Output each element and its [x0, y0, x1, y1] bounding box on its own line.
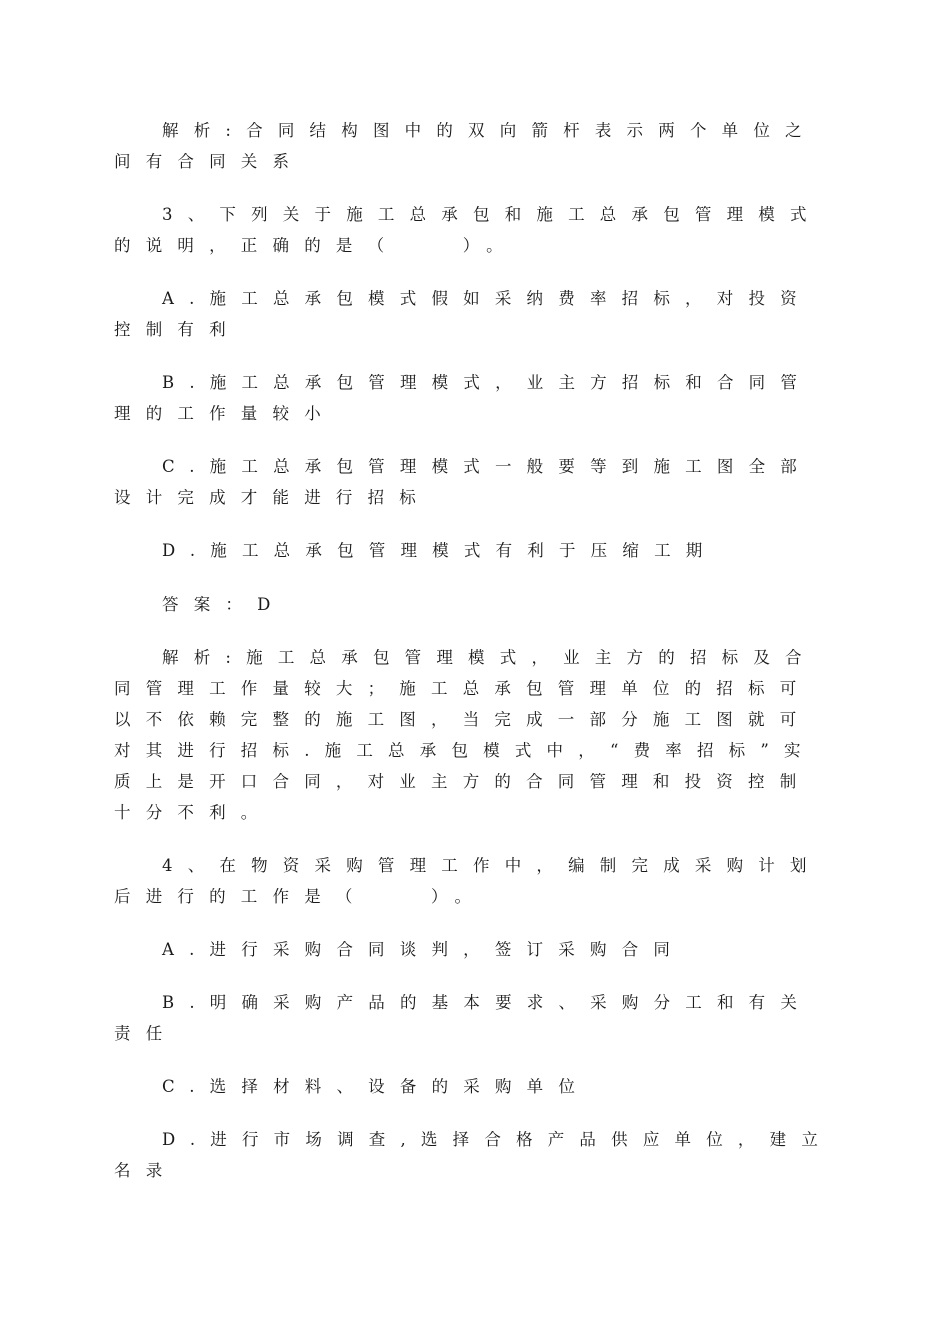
question-4-option-b: B.明确采购产品的基本要求、采购分工和有关责任 — [114, 993, 813, 1043]
question-3-option-c: C.施工总承包管理模式一般要等到施工图全部设计完成才能进行招标 — [114, 457, 812, 507]
question-4-option-a: A.进行采购合同谈判，签订采购合同 — [162, 940, 686, 959]
answer-line: 答案：D — [162, 595, 286, 614]
question-4: 4、在物资采购管理工作中，编制完成采购计划后进行的工作是（ ）。 — [114, 856, 822, 906]
question-3-option-b: B.施工总承包管理模式，业主方招标和合同管理的工作量较小 — [114, 373, 813, 423]
analysis-paragraph-1: 解析:合同结构图中的双向箭杆表示两个单位之间有合同关系 — [114, 121, 817, 171]
question-4-option-d: D.进行市场调查,选择合格产品供应单位，建立名录 — [114, 1130, 834, 1180]
question-4-option-c: C.选择材料、设备的采购单位 — [162, 1077, 591, 1096]
question-3-option-d: D.施工总承包管理模式有利于压缩工期 — [162, 541, 718, 560]
question-3-option-a: A.施工总承包模式假如采纳费率招标，对投资控制有利 — [114, 289, 812, 339]
analysis-paragraph-2: 解析:施工总承包管理模式，业主方的招标及合同管理工作量较大；施工总承包管理单位的招标可以不依赖完整的施工图，当完成一部分施工图就可对其进行招标.施工总承包模式中，“费率招标”实质上是开口合同，对业主方的合同管理和投资控制十分不利。 — [114, 648, 817, 822]
question-3: 3、下列关于施工总承包和施工总承包管理模式的说明，正确的是（ ）。 — [114, 205, 822, 255]
